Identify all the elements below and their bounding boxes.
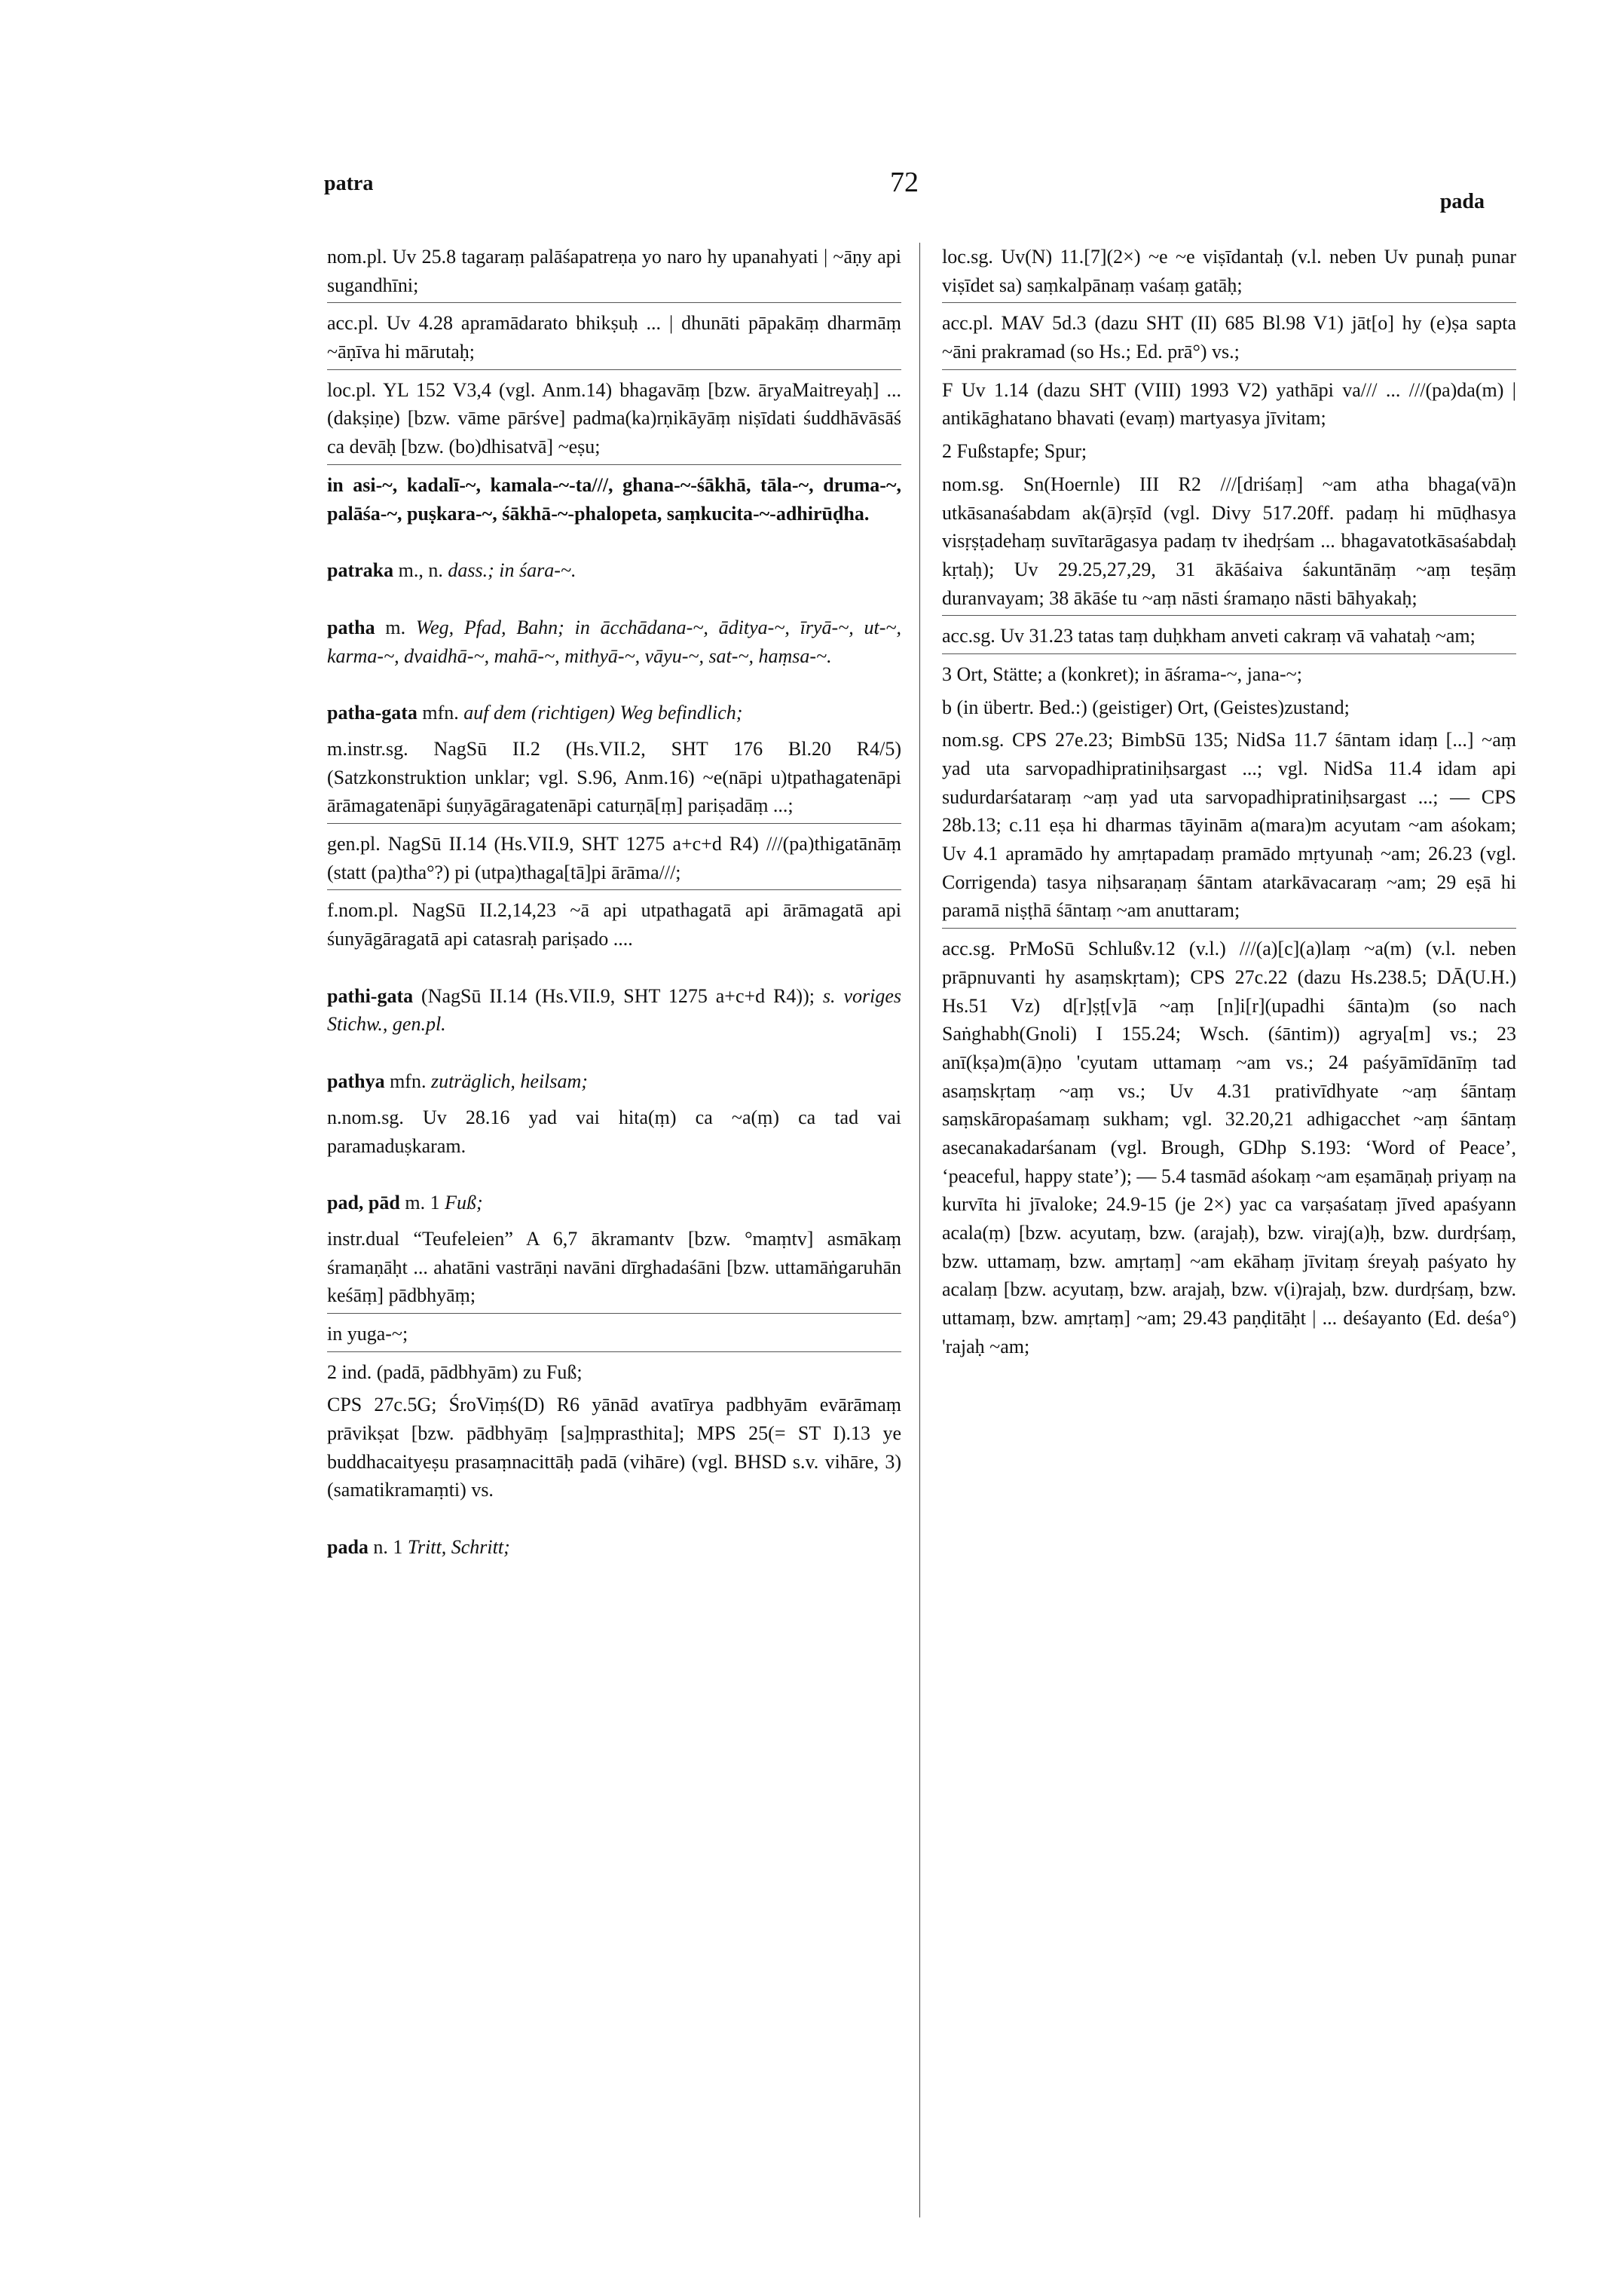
column-divider [919, 243, 920, 2217]
grammar-info: n. 1 [368, 1536, 408, 1559]
entry-paragraph: in asi-~, kadalī-~, kamala-~-ta///, ghana-~-śākhā, tāla-~, druma-~, palāśa-~, puṣkara-~, śākhā-~-phalopeta, saṃkucita-~-adhirūḍha. [327, 473, 901, 525]
grammar-info: mfn. [384, 1070, 431, 1093]
entry-paragraph: instr.dual “Teufeleien” A 6,7 ākramantv [bzw. °maṃtv] asmākaṃ śramaṇāḥt ... ahatāni vastrāṇi navāni dīrghadaśāni [bzw. uttamāṅgaruhān keśāṃ] pādbhyāṃ; [327, 1225, 901, 1314]
headword: pathi-gata [327, 984, 414, 1007]
left-column [327, 243, 901, 1569]
entry-paragraph: m.instr.sg. NagSū II.2 (Hs.VII.2, SHT 176 Bl.20 R4/5) (Satzkonstruktion unklar; vgl. S.96, Anm.16) ~e(nāpi u)tpathagatenāpi ārāmagatenāpi śuṇyāgāragatenāpi caturṇā[ṃ] pariṣadāṃ ...; [327, 735, 901, 824]
entry-paragraph: in yuga-~; [327, 1320, 901, 1352]
entry-paragraph: loc.sg. Uv(N) 11.[7](2×) ~e ~e viṣīdantaḥ (v.l. neben Uv punaḥ punar viṣīdet sa) saṃkalpānaṃ vaśaṃ gatāḥ; [942, 243, 1516, 303]
entry-paragraph: acc.sg. PrMoSū Schlußv.12 (v.l.) ///(a)[c](a)laṃ ~a(m) (v.l. neben prāpnuvanti hy asaṃskṛtam); CPS 27c.22 (dazu Hs.238.5; DĀ(U.H.) Hs.51 Vz) d[r]ṣṭ[v]ā ~aṃ [n]i[r](upadhi śānta)m (so nach Saṅghabh(Gnoli) I 155.24; Wsch. (śāntim)) agrya[m] vs.; 23 anī(kṣa)m(ā)ṇo 'cyutam uttamaṃ ~am vs.; 24 paśyāmīdānīṃ tad asaṃskṛtaṃ ~aṃ vs.; Uv 4.31 prativīdhyate ~aṃ śāntaṃ saṃskāropaśamaṃ sukham; vgl. 32.20,21 adhigacchet ~aṃ śāntaṃ asecanakadarśanam (vgl. Brough, GDhp S.193: ‘Word of Peace’, ‘peaceful, happy state’); — 5.4 tasmād aśokaṃ ~am eṣamāṇaḥ priyaṃ na kurvīta hi jīvaloke; 24.9-15 (je 2×) yac ca varṣaśataṃ jīved apaśyann acala(ṃ) [bzw. acyutaṃ, bzw. (arajaḥ), bzw. viraj(a)ḥ, bzw. durdṛśaṃ, bzw. uttamaṃ, bzw. amṛtaṃ] ~am ekāhaṃ jīvitaṃ śreyaḥ paśyato hy acalaṃ [bzw. acyutaṃ, bzw. arajaḥ, bzw. v(i)rajaḥ, bzw. durdṛśaṃ, bzw. uttamaṃ, bzw. amṛtaṃ] ~am; 29.43 paṇḍitāḥt | ... deśayanto (Ed. deśa°) 'rajaḥ ~am; [942, 938, 1517, 1357]
grammar-info: mfn. [417, 702, 464, 724]
entry-paragraph: nom.sg. CPS 27e.23; BimbSū 135; NidSa 11.7 śāntam idaṃ [...] ~aṃ yad uta sarvopadhipratiniḥsargast ...; vgl. NidSa 11.4 idam api sudurdarśataraṃ ~aṃ yad uta sarvopadhipratiniḥsargast ...; — CPS 28b.13; c.11 eṣa hi dharmas tāyinām a(mara)m acyutam ~am aśokam; Uv 4.1 apramādo hy amṛtapadaṃ pramādo mṛtyunaḥ ~am; 26.23 (vgl. Corrigenda) tasya niḥsaraṇaṃ śāntam atarkāvacaraṃ ~am; 29 eṣā hi paramā niṣṭhā śāntaṃ ~am anuttaram; [942, 726, 1516, 929]
entry-paragraph: loc.pl. YL 152 V3,4 (vgl. Anm.14) bhagavāṃ [bzw. āryaMaitreyaḥ] ... (dakṣiṇe) [bzw. vāme pārśve] padma(ka)rṇikāyāṃ niṣīdati śuddhāvāsāś ca devāḥ [bzw. (bo)dhisatvā] ~eṣu; [327, 376, 901, 465]
entry-paragraph: acc.sg. Uv 31.23 tatas taṃ duḥkham anveti cakraṃ vā vahataḥ ~am; [942, 622, 1516, 654]
page-header [324, 167, 1485, 217]
grammar-info: m. [375, 616, 416, 638]
headword: patha [327, 616, 375, 638]
entry-paragraph: CPS 27c.5G; ŚroViṃś(D) R6 yānād avatīrya padbhyām evārāmaṃ prāvikṣat [bzw. pādbhyāṃ [sa]ṃprasthita]; MPS 25(= ST I).13 ye buddhacaityeṣu prasaṃnacittāḥ padā (vihāre) (vgl. BHSD s.v. vihāre, 3) (samatikramaṃti) vs. [327, 1394, 901, 1501]
grammar-info: m. 1 [399, 1192, 445, 1214]
entry-headword [327, 556, 901, 585]
header-left-keyword: patra [324, 172, 374, 195]
entry-headword [327, 1533, 901, 1562]
headword: pad, pād [327, 1192, 400, 1214]
definition: Weg, Pfad, Bahn; in ācchādana-~, āditya-~, īryā-~, ut-~, karma-~, dvaidhā-~, mahā-~, mithyā-~, vāyu-~, sat-~, haṃsa-~. [327, 616, 901, 667]
entry-paragraph: nom.pl. Uv 25.8 tagaraṃ palāśapatreṇa yo naro hy upanahyati | ~āṇy api sugandhīni; [327, 243, 901, 303]
grammar-info: m., n. [393, 559, 448, 582]
definition: Tritt, Schritt; [407, 1536, 510, 1559]
entry-paragraph: gen.pl. NagSū II.14 (Hs.VII.9, SHT 1275 a+c+d R4) ///(pa)thigatānāṃ (statt (pa)tha°?) pi (utpa)thaga[tā]pi ārāma///; [327, 830, 901, 890]
definition: dass.; in śara-~. [448, 559, 577, 582]
entry-paragraph: 3 Ort, Stätte; a (konkret); in āśrama-~, jana-~; [942, 663, 1302, 685]
header-right-keyword: pada [1439, 190, 1485, 213]
headword: pada [327, 1536, 369, 1559]
entry-paragraph: n.nom.sg. Uv 28.16 yad vai hita(ṃ) ca ~a(ṃ) ca tad vai paramaduṣkaram. [327, 1106, 901, 1157]
headword: patha-gata [327, 702, 417, 724]
entry-paragraph: acc.pl. MAV 5d.3 (dazu SHT (II) 685 Bl.98 V1) jāt[o] hy (e)ṣa sapta ~āni prakramad (so Hs.; Ed. prā°) vs.; [942, 309, 1516, 369]
entry-headword [327, 1189, 901, 1217]
page-number: 72 [890, 167, 919, 198]
entry-paragraph: b (in übertr. Bed.:) (geistiger) Ort, (Geistes)zustand; [942, 696, 1350, 718]
entry-paragraph: 2 Fußstapfe; Spur; [942, 440, 1087, 463]
entry-paragraph: acc.pl. Uv 4.28 apramādarato bhikṣuḥ ... | dhunāti pāpakāṃ dharmāṃ ~āṇīva hi mārutaḥ; [327, 309, 901, 369]
entry-headword [327, 699, 901, 727]
definition: zuträglich, heilsam; [430, 1070, 588, 1093]
entry-paragraph: F Uv 1.14 (dazu SHT (VIII) 1993 V2) yathāpi va/// ... ///(pa)da(m) | antikāghatano bhavati (evaṃ) martyasya jīvitam; [942, 378, 1516, 430]
grammar-info: (NagSū II.14 (Hs.VII.9, SHT 1275 a+c+d R4)); [413, 984, 823, 1007]
entry-paragraph: nom.sg. Sn(Hoernle) III R2 ///[driśaṃ] ~am atha bhaga(vā)n utkāsanaśabdam ak(ā)rṣīd (vgl. Divy 517.20ff. padaṃ hi mūḍhasya visṛṣṭadehaṃ suvītarāgasya padaṃ tv ihedṛśam ... bhagavatotkāsaśabdaḥ kṛtaḥ); Uv 29.25,27,29, 31 ākāśaiva śakuntānāṃ ~aṃ teṣāṃ duranvayam; 38 ākāśe tu ~aṃ nāsti śramaṇo nāsti bāhyakaḥ; [942, 470, 1516, 616]
entry-headword [327, 1067, 901, 1096]
definition: Fuß; [445, 1192, 483, 1214]
entry-paragraph: f.nom.pl. NagSū II.2,14,23 ~ā api utpathagatā api ārāmagatā api śunyāgāragatā api catasraḥ pariṣado .... [327, 899, 901, 950]
entry-paragraph: 2 ind. (padā, pādbhyām) zu Fuß; [327, 1360, 583, 1383]
headword: pathya [327, 1070, 385, 1093]
right-column [942, 243, 1516, 1365]
headword: patraka [327, 559, 394, 582]
definition: s. voriges Stichw., gen.pl. [327, 984, 901, 1036]
entry-headword [327, 982, 901, 1039]
entry-headword [327, 614, 901, 670]
definition: auf dem (richtigen) Weg befindlich; [463, 702, 743, 724]
